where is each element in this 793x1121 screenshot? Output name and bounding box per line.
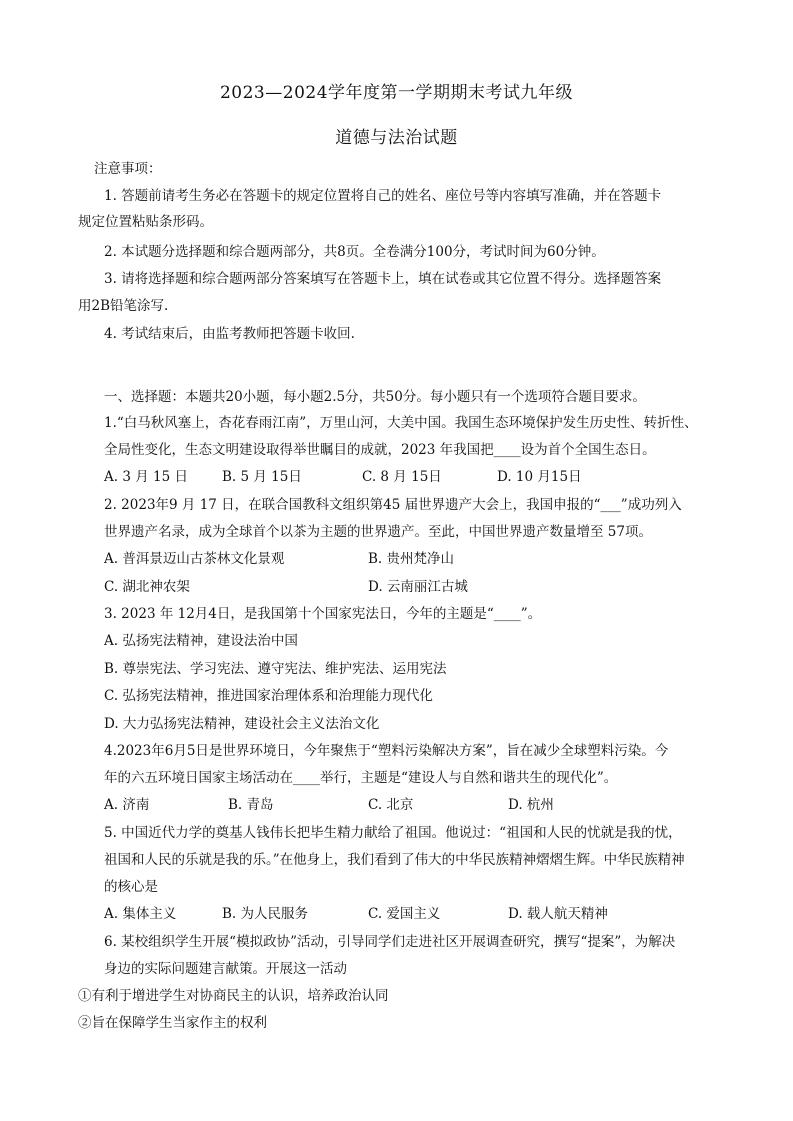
option: D. 杭州 xyxy=(508,797,554,813)
notes-line: 4. 考试结束后，由监考教师把答题卡收回. xyxy=(104,326,355,342)
option: C. 8 月 15日 xyxy=(362,469,442,485)
question-text: 5. 中国近代力学的奠基人钱伟长把毕生精力献给了祖国。他说过：“祖国和人民的忧就是我的忧， xyxy=(104,825,682,841)
question-text: 的核心是 xyxy=(104,879,158,895)
option: A. 普洱景迈山古茶林文化景观 xyxy=(104,551,285,567)
option: C. 北京 xyxy=(368,797,414,813)
question-text: 身边的实际问题建言献策。开展这一活动 xyxy=(104,961,347,977)
option: B. 5 月 15日 xyxy=(222,469,302,485)
option: C. 爱国主义 xyxy=(368,906,441,922)
question-text: 6. 某校组织学生开展“模拟政协”活动，引导同学们走进社区开展调查研究，撰写“提案”，为解决 xyxy=(104,934,676,950)
notes-line: 2. 本试题分选择题和综合题两部分，共8页。全卷满分100分，考试时间为60分钟。 xyxy=(104,244,605,260)
question-text: 年的六五环境日国家主场活动在____举行，主题是“建设人与自然和谐共生的现代化”。 xyxy=(104,770,618,786)
option: B. 贵州梵净山 xyxy=(368,551,455,567)
notes-line: 1. 答题前请考生务必在答题卡的规定位置将自己的姓名、座位号等内容填写准确，并在答题卡 xyxy=(104,188,662,204)
option: A. 弘扬宪法精神，建设法治中国 xyxy=(104,633,298,649)
question-text: 祖国和人民的乐就是我的乐。”在他身上，我们看到了伟大的中华民族精神熠熠生辉。中华民族精神 xyxy=(104,852,685,868)
question-text: 2. 2023年9 月 17 日，在联合国教科文组织第45 届世界遗产大会上，我国申报的“___”成功列入 xyxy=(104,497,682,513)
question-text: 4.2023年6月5日是世界环境日，今年聚焦于“塑料污染解决方案”，旨在减少全球塑料污染。今 xyxy=(104,743,669,759)
option: D. 载人航天精神 xyxy=(508,906,608,922)
option: C. 弘扬宪法精神，推进国家治理体系和治理能力现代化 xyxy=(104,688,433,704)
option: D. 云南丽江古城 xyxy=(368,579,468,595)
notes-line: 用2B铅笔涂写. xyxy=(78,298,169,314)
statement: ②旨在保障学生当家作主的权利 xyxy=(78,1015,267,1031)
section-heading: 一、选择题：本题共20小题，每小题2.5分，共50分。每小题只有一个选项符合题目要求。 xyxy=(104,389,646,405)
notes-line: 3. 请将选择题和综合题两部分答案填写在答题卡上，填在试卷或其它位置不得分。选择题答案 xyxy=(104,271,662,287)
question-text: 3. 2023 年 12月4日，是我国第十个国家宪法日，今年的主题是“____”。 xyxy=(104,606,542,622)
option: C. 湖北神农架 xyxy=(104,579,190,595)
option: B. 为人民服务 xyxy=(222,906,309,922)
statement: ①有利于增进学生对协商民主的认识，培养政治认同 xyxy=(78,988,389,1004)
question-text: 1.“白马秋风塞上，杏花春雨江南”，万里山河，大美中国。我国生态环境保护发生历史性、转折性、 xyxy=(104,415,698,431)
exam-subtitle: 道德与法治试题 xyxy=(335,128,458,148)
question-text: 世界遗产名录，成为全球首个以茶为主题的世界遗产。至此，中国世界遗产数量增至 57项。 xyxy=(104,524,652,540)
option: B. 青岛 xyxy=(228,797,274,813)
option: A. 3 月 15 日 xyxy=(104,469,188,485)
question-text: 全局性变化，生态文明建设取得举世瞩目的成就，2023 年我国把____设为首个全国生态日。 xyxy=(104,442,656,458)
option: B. 尊崇宪法、学习宪法、遵守宪法、维护宪法、运用宪法 xyxy=(104,661,447,677)
notes-heading: 注意事项： xyxy=(94,161,162,177)
notes-line: 规定位置粘贴条形码。 xyxy=(78,214,213,230)
exam-title: 2023—2024学年度第一学期期末考试九年级 xyxy=(219,83,574,103)
option: D. 大力弘扬宪法精神，建设社会主义法治文化 xyxy=(104,716,380,732)
option: A. 济南 xyxy=(104,797,150,813)
option: D. 10 月15日 xyxy=(497,469,582,485)
option: A. 集体主义 xyxy=(104,906,177,922)
